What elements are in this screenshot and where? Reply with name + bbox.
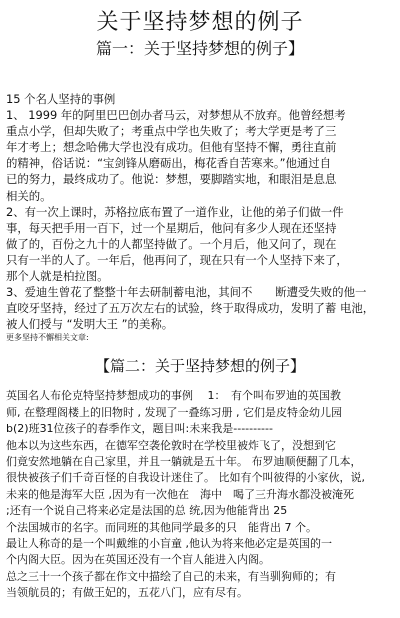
section-2-line: 总之三十一个孩子都在作文中描绘了自己的未来，有当驯狗师的；有	[6, 569, 336, 583]
section-1-line: 那个人就是柏拉图。	[6, 269, 109, 284]
section-1-line: 做了的，百份之九十的人都坚持做了。一个月后，他又问了，现在	[6, 236, 337, 251]
section-1	[6, 91, 394, 343]
section-2-line: 当领航员的；有做王妃的，五花八门，应有尽有。	[6, 586, 248, 600]
section-1-line: 被人们授与 “发明大王 ”的美称。	[6, 317, 174, 332]
section-2-line: 英国名人布伦克特坚持梦想成功的事例 1： 有个叫布罗迪的英国教	[6, 389, 341, 403]
section-1-line: 2、有一次上课时，苏格拉底布置了一道作业，让他的弟子们做一件	[6, 204, 344, 219]
section-2-line: 们竟安然地躺在自己家里，并且一躺就是五十年。 布罗迪顺便翻了几本，	[6, 455, 362, 469]
section-1-line: 重点小学，但却失败了；考重点中学也失败了；考大学更是考了三	[6, 124, 337, 139]
section-1-line: 3、爱迪生曾花了整整十年去研制蓄电池，其间不 断遭受失败的他一	[6, 285, 367, 300]
section-1-line: 已的努力，最终成功了。他说：梦想，要脚踏实地，和眼泪是息息	[6, 172, 337, 187]
document-title: 关于坚持梦想的例子	[96, 10, 304, 35]
section-2-line: 师, 在整理阁楼上的旧物时 , 发现了一叠练习册 , 它们是皮特金幼儿园	[6, 405, 342, 419]
more-articles-link[interactable]: 更多坚持不懈相关文章:	[6, 333, 89, 343]
section-2-line: 个法国城市的名字。而同班的其他同学最多的只 能背出 7 个。	[6, 520, 317, 534]
section-2-heading: 【篇二：关于坚持梦想的例子】	[94, 357, 305, 376]
section-1-line: 直咬牙坚持，经过了五万次左右的试验，终于取得成功，发明了蓄 电池，	[6, 301, 375, 316]
section-2-line: 很快被孩子们千奇百怪的自我设计迷住了。 比如有个叫彼得的小家伙，说,	[6, 471, 365, 485]
section-2-line: 最让人称奇的是一个叫戴维的小盲童 ,他认为将来他必定是英国的一	[6, 537, 332, 551]
document-page	[0, 10, 400, 618]
section-1-heading: 15 个名人坚持的事例	[6, 92, 116, 106]
section-1-line: 事，每天把手用一百下，过一个星期后，他问有多少人现在还坚持	[6, 220, 337, 235]
section-1-line: 只有一半的人了。一年后，他再问了，现在只有一个人坚持下来了，	[6, 252, 348, 267]
section-1-line: 的精神，俗话说：“宝剑锋从磨砺出，梅花香自苦寒来。”他通过自	[6, 156, 332, 171]
section-2-line: ;还有一个说自己将来必定是法国的总 统,因为他能背出 25	[6, 504, 288, 518]
section-1-line: 年才考上；想念哈佛大学也没有成功。但他有坚持不懈，勇往直前	[6, 140, 337, 155]
section-2-line: b(2)班31位孩子的春季作文，题目叫:未来我是----------	[6, 422, 273, 436]
section-1-line: 1、 1999 年的阿里巴巴创办者马云，对梦想从不放弃。他曾经想考	[6, 108, 346, 123]
section-2-line: 他本以为这些东西，在德军空袭伦敦时在学校里被炸飞了，没想到它	[6, 438, 336, 452]
section-1-line: 相关的。	[6, 188, 52, 203]
section-2-line: 未来的他是海军大臣 ,因为有一次他在 海中 喝了三升海水都没被淹死	[6, 487, 354, 501]
section-2	[6, 388, 394, 601]
document-subtitle: 篇一：关于坚持梦想的例子】	[95, 39, 304, 58]
section-2-line: 个内阁大臣。因为在英国还没有一个盲人能进入内阁。	[6, 553, 270, 567]
